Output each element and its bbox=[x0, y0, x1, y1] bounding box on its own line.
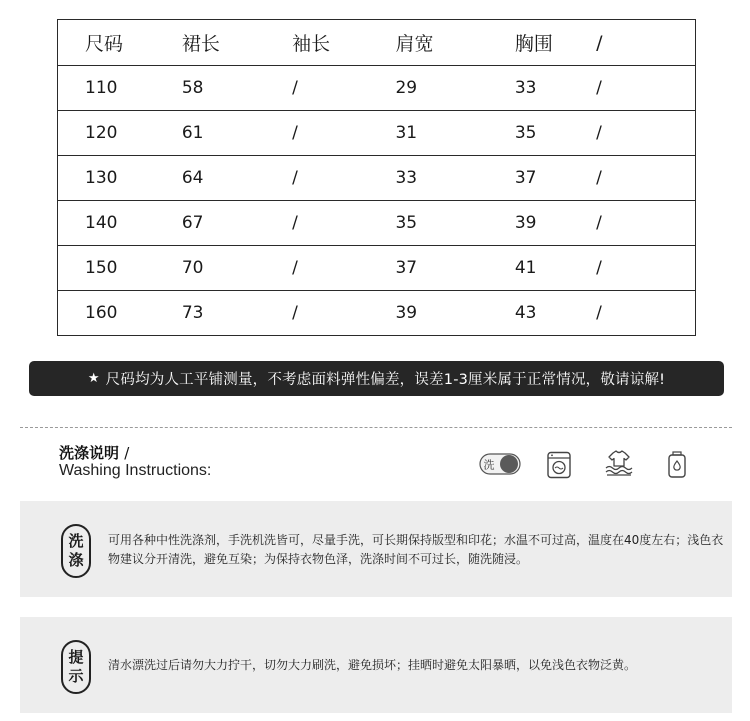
header-dress-length: 裙长 bbox=[181, 33, 220, 55]
washing-title bbox=[59, 442, 129, 463]
cell-shoulder-width: 29 bbox=[376, 66, 482, 111]
wash-toggle-icon bbox=[479, 452, 521, 476]
cell-sleeve-length: / bbox=[270, 201, 376, 246]
cell-dress-length: 61 bbox=[164, 111, 270, 156]
star-icon: ★ bbox=[87, 371, 100, 386]
table-row bbox=[58, 66, 696, 111]
badge-char: 提 bbox=[68, 648, 84, 666]
washing-title-text: 洗涤说明 bbox=[59, 444, 120, 462]
cell-dress-length: 64 bbox=[164, 156, 270, 201]
table-row bbox=[58, 201, 696, 246]
table-row bbox=[58, 291, 696, 336]
detergent-bottle-icon bbox=[666, 451, 688, 479]
cell-size: 110 bbox=[58, 66, 164, 111]
cell-dress-length: 70 bbox=[164, 246, 270, 291]
badge-char: 示 bbox=[68, 667, 84, 685]
cell-chest: 41 bbox=[483, 246, 589, 291]
cell-sleeve-length: / bbox=[270, 111, 376, 156]
table-row bbox=[58, 111, 696, 156]
header-chest: 胸围 bbox=[514, 33, 553, 55]
header-extra: / bbox=[596, 31, 603, 54]
cell-sleeve-length: / bbox=[270, 291, 376, 336]
wash-toggle-label: 洗 bbox=[483, 458, 495, 472]
cell-size: 120 bbox=[58, 111, 164, 156]
dashed-divider bbox=[20, 427, 732, 428]
cell-extra: / bbox=[589, 111, 695, 156]
cell-chest: 37 bbox=[483, 156, 589, 201]
table-row bbox=[58, 246, 696, 291]
cell-shoulder-width: 39 bbox=[376, 291, 482, 336]
header-shoulder-width: 肩宽 bbox=[395, 33, 434, 55]
cell-chest: 35 bbox=[483, 111, 589, 156]
size-table bbox=[57, 19, 696, 336]
cell-extra: / bbox=[589, 156, 695, 201]
cell-shoulder-width: 31 bbox=[376, 111, 482, 156]
washing-machine-icon bbox=[546, 451, 572, 479]
badge-char: 涤 bbox=[68, 551, 84, 569]
badge-char: 洗 bbox=[68, 532, 84, 550]
table-row bbox=[58, 156, 696, 201]
cell-chest: 39 bbox=[483, 201, 589, 246]
cell-dress-length: 73 bbox=[164, 291, 270, 336]
cell-chest: 43 bbox=[483, 291, 589, 336]
hand-wash-shirt-icon bbox=[604, 449, 634, 479]
header-sleeve-length: 袖长 bbox=[292, 33, 331, 55]
tips-panel bbox=[20, 617, 732, 713]
washing-title-slash: / bbox=[124, 444, 130, 462]
washing-badge bbox=[61, 524, 91, 578]
header-size: 尺码 bbox=[85, 33, 124, 55]
tips-badge bbox=[61, 640, 91, 694]
cell-shoulder-width: 33 bbox=[376, 156, 482, 201]
cell-size: 160 bbox=[58, 291, 164, 336]
cell-dress-length: 58 bbox=[164, 66, 270, 111]
washing-panel bbox=[20, 501, 732, 597]
cell-sleeve-length: / bbox=[270, 156, 376, 201]
cell-sleeve-length: / bbox=[270, 66, 376, 111]
cell-sleeve-length: / bbox=[270, 246, 376, 291]
cell-extra: / bbox=[589, 66, 695, 111]
cell-extra: / bbox=[589, 201, 695, 246]
table-header-row bbox=[58, 20, 696, 66]
washing-icons bbox=[470, 449, 700, 481]
notice-text: 尺码均为人工平铺测量，不考虑面料弹性偏差，误差1-3厘米属于正常情况，敬请谅解! bbox=[105, 372, 666, 388]
tips-text: 清水漂洗过后请勿大力拧干，切勿大力刷洗，避免损坏；挂晒时避免太阳暴晒，以免浅色衣物泛黄。 bbox=[108, 658, 637, 672]
cell-size: 150 bbox=[58, 246, 164, 291]
washing-subtitle: Washing Instructions: bbox=[59, 462, 212, 479]
cell-size: 140 bbox=[58, 201, 164, 246]
cell-chest: 33 bbox=[483, 66, 589, 111]
cell-dress-length: 67 bbox=[164, 201, 270, 246]
cell-shoulder-width: 35 bbox=[376, 201, 482, 246]
cell-size: 130 bbox=[58, 156, 164, 201]
cell-extra: / bbox=[589, 246, 695, 291]
measurement-notice-bar bbox=[29, 361, 724, 396]
cell-shoulder-width: 37 bbox=[376, 246, 482, 291]
washing-instructions-text: 可用各种中性洗涤剂，手洗机洗皆可，尽量手洗，可长期保持版型和印花；水温不可过高，温度在40度左右；浅色衣物建议分开清洗，避免互染；为保持衣物色泽，洗涤时间不可过长，随洗随浸。 bbox=[108, 533, 724, 566]
cell-extra: / bbox=[589, 291, 695, 336]
